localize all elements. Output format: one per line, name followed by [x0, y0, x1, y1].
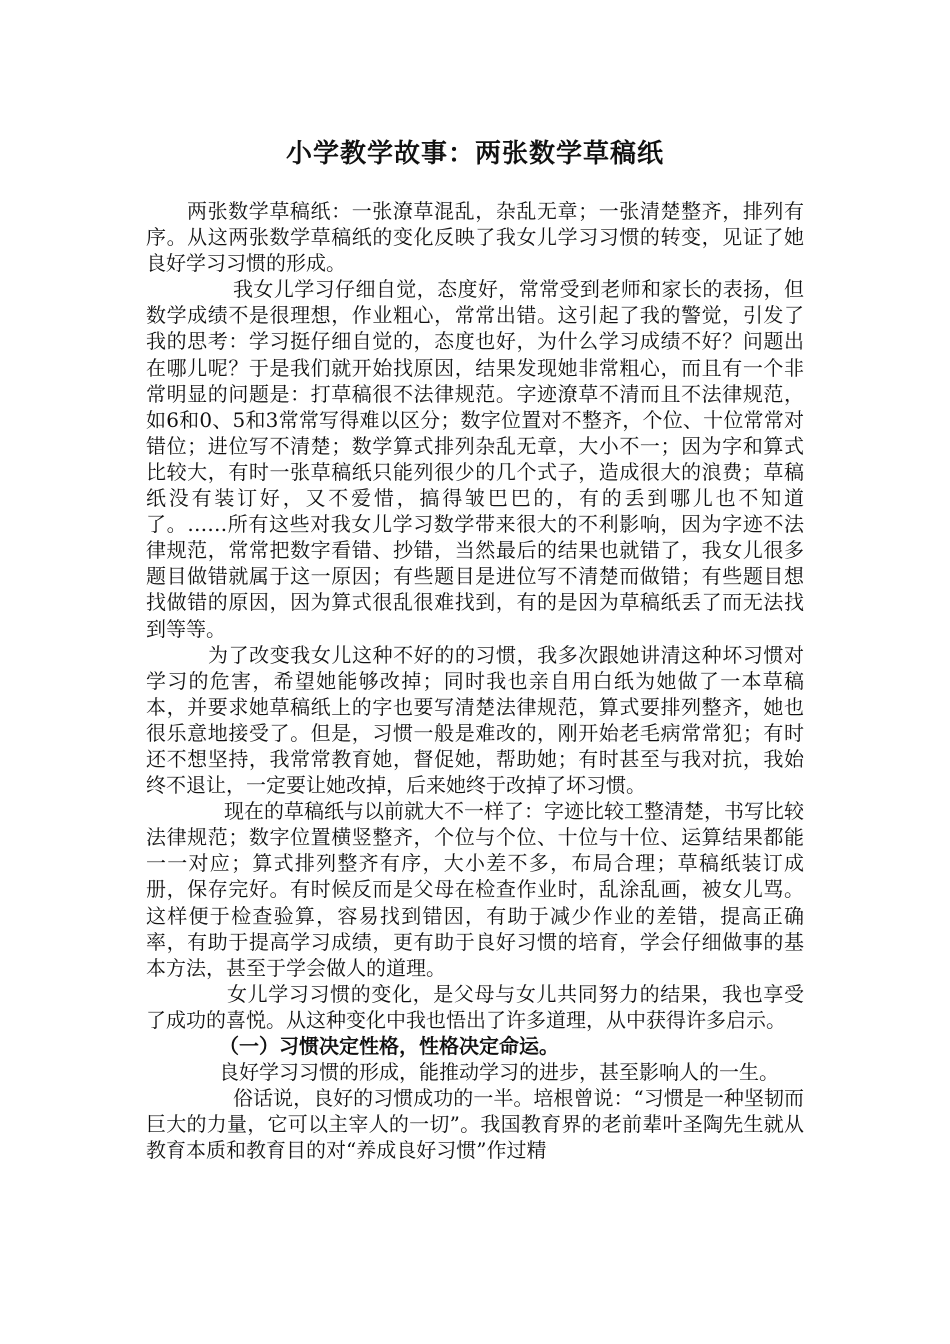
paragraph-change: 为了改变我女儿这种不好的的习惯，我多次跟她讲清这种坏习惯对学习的危害，希望她能够改掉；同时我也亲自用白纸为她做了一本草稿本，并要求她草稿纸上的字也要写清楚法律规范，算式要排列整齐，她也很乐意地接受了。但是，习惯一般是难改的，刚开始老毛病常常犯；有时还不想坚持，我常常教育她，督促她，帮助她；有时甚至与我对抗，我始终不退让，一定要让她改掉，后来她终于改掉了坏习惯。	[146, 642, 804, 798]
section-heading: （一）习惯决定性格，性格决定命运。	[219, 1034, 559, 1058]
paragraph-quote: 俗话说，良好的习惯成功的一半。培根曾说：“习惯是一种坚韧而巨大的力量，它可以主宰人的一切”。我国教育界的老前辈叶圣陶先生就从教育本质和教育目的对“养成良好习惯”作过精	[146, 1086, 804, 1163]
paragraph-habit: 良好学习习惯的形成，能推动学习的进步，甚至影响人的一生。	[219, 1060, 779, 1085]
paragraph-intro: 两张数学草稿纸：一张潦草混乱，杂乱无章；一张清楚整齐，排列有序。从这两张数学草稿纸的变化反映了我女儿学习习惯的转变，见证了她良好学习习惯的形成。	[146, 199, 804, 276]
document-title: 小学教学故事：两张数学草稿纸	[285, 139, 664, 169]
paragraph-now: 现在的草稿纸与以前就大不一样了：字迹比较工整清楚，书写比较法律规范；数字位置横竖整齐，个位与个位、十位与十位、运算结果都能一一对应；算式排列整齐有序，大小差不多，布局合理；草稿纸装订成册，保存完好。有时候反而是父母在检查作业时，乱涂乱画，被女儿骂。这样便于检查验算，容易找到错因，有助于减少作业的差错，提高正确率，有助于提高学习成绩，更有助于良好习惯的培育，学会仔细做事的基本方法，甚至于学会做人的道理。	[146, 799, 804, 980]
paragraph-result: 女儿学习习惯的变化，是父母与女儿共同努力的结果，我也享受了成功的喜悦。从这种变化中我也悟出了许多道理，从中获得许多启示。	[146, 981, 804, 1032]
document-body	[146, 198, 804, 1163]
paragraph-problem: 我女儿学习仔细自觉，态度好，常常受到老师和家长的表扬，但数学成绩不是很理想，作业粗心，常常出错。这引起了我的警觉，引发了我的思考：学习挺仔细自觉的，态度也好，为什么学习成绩不好？问题出在哪儿呢？于是我们就开始找原因，结果发现她非常粗心，而且有一个非常明显的问题是：打草稿很不法律规范。字迹潦草不清而且不法律规范，如6和0、5和3常常写得难以区分；数字位置对不整齐，个位、十位常常对错位；进位写不清楚；数学算式排列杂乱无章，大小不一；因为字和算式比较大，有时一张草稿纸只能列很少的几个式子，造成很大的浪费；草稿纸没有装订好，又不爱惜，搞得皱巴巴的，有的丢到哪儿也不知道了。……所有这些对我女儿学习数学带来很大的不利影响，因为字迹不法律规范，常常把数字看错、抄错，当然最后的结果也就错了，我女儿很多题目做错就属于这一原因；有些题目是进位写不清楚而做错；有些题目想找做错的原因，因为算式很乱很难找到，有的是因为草稿纸丢了而无法找到等等。	[146, 277, 804, 641]
